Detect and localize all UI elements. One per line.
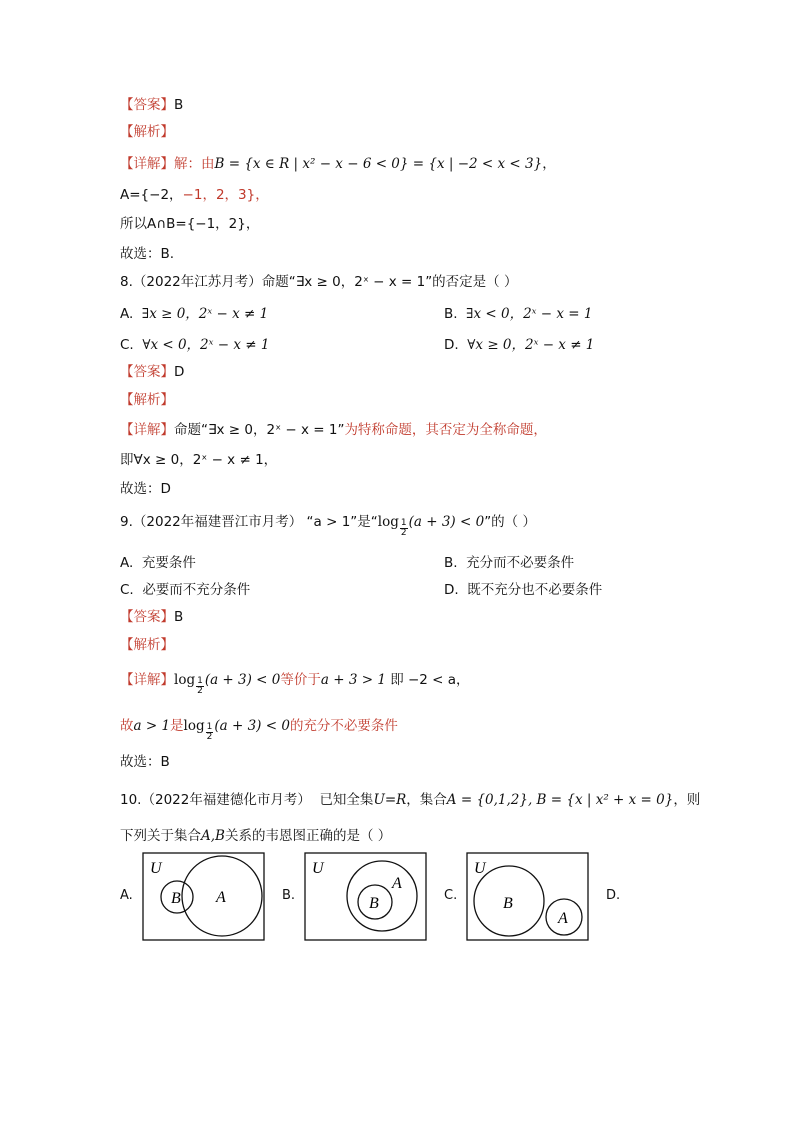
venn-option-c-label: C. <box>444 888 458 903</box>
venn-option-d-label: D. <box>606 888 621 903</box>
question-number: 9. <box>120 514 133 530</box>
condition-expr: a > 1 <box>133 718 171 734</box>
option-label: D. <box>444 582 459 598</box>
q9-option-b <box>444 553 574 573</box>
log-symbol: log <box>377 514 399 530</box>
q10-stem-line2 <box>120 826 391 846</box>
q7-set-A-line <box>120 185 269 205</box>
label-U: U <box>312 860 324 877</box>
answer-tag: 【答案】 <box>120 97 174 113</box>
detail-suffix: ， <box>542 156 556 172</box>
detail-tag: 【详解】 <box>120 422 174 438</box>
option-text: ∃x < 0，2ˣ − x = 1 <box>466 306 593 322</box>
analysis-tag: 【解析】 <box>120 637 174 653</box>
q8-answer-line <box>120 362 184 382</box>
option-label: B. <box>444 306 458 322</box>
therefore-word: 故 <box>120 718 134 734</box>
q9-option-d <box>444 580 602 600</box>
q8-detail-line2 <box>120 450 277 470</box>
q7-analysis-tag <box>120 122 174 142</box>
q9-analysis-tag <box>120 635 174 655</box>
intersection-text: 所以A∩B={−1，2}， <box>120 216 260 232</box>
option-label: C. <box>120 337 134 353</box>
q9-detail-line <box>120 670 470 696</box>
set-A-circle <box>347 861 417 931</box>
option-text: 充分而不必要条件 <box>466 555 575 571</box>
answer-value: B <box>174 97 184 113</box>
q7-answer-line <box>120 95 183 115</box>
stem-tail: ”的（ ） <box>484 514 536 530</box>
detail-tag: 【详解】 <box>120 672 174 688</box>
option-text: 既不充分也不必要条件 <box>467 582 603 598</box>
conclusion-text: 故选：B. <box>120 246 175 262</box>
sets-expr: A = {0,1,2}, B = {x | x² + x = 0} <box>446 792 674 808</box>
option-text: ∀x ≥ 0，2ˣ − x ≠ 1 <box>467 337 595 353</box>
sufficient-condition-text: 的充分不必要条件 <box>289 718 398 734</box>
detail-negation: 即∀x ≥ 0，2ˣ − x ≠ 1， <box>120 452 278 468</box>
answer-value: B <box>174 609 184 625</box>
sets-AB: A,B <box>201 828 225 844</box>
fraction-denominator: 2 <box>206 731 213 742</box>
fraction-denominator: 2 <box>400 527 407 538</box>
analysis-tag: 【解析】 <box>120 124 174 140</box>
option-text: ∀x < 0，2ˣ − x ≠ 1 <box>142 337 270 353</box>
log-argument: (a + 3) < 0 <box>204 672 281 688</box>
detail-expr: a + 3 > 1 <box>320 672 386 688</box>
option-text: 必要而不充分条件 <box>142 582 251 598</box>
venn-diagram-c <box>466 852 590 942</box>
option-label: B. <box>444 555 458 571</box>
question-number: 8. <box>120 274 133 290</box>
stem-question: 关系的韦恩图正确的是（ ） <box>224 828 392 844</box>
label-A: A <box>392 875 402 892</box>
option-label: C. <box>120 582 134 598</box>
log-base-fraction <box>196 677 204 696</box>
stem-then: ，则 <box>673 792 701 808</box>
log-symbol: log <box>174 672 196 688</box>
q8-stem <box>120 272 517 292</box>
log-argument: (a + 3) < 0 <box>408 514 485 530</box>
venn-diagram-b <box>304 852 428 942</box>
answer-tag: 【答案】 <box>120 364 174 380</box>
stem-universal: 已知全集 <box>319 792 374 808</box>
venn-option-b-label: B. <box>282 888 296 903</box>
q8-option-a <box>120 304 268 324</box>
fraction-numerator: 1 <box>206 721 213 732</box>
question-source: （2022年福建晋江市月考） <box>132 514 303 530</box>
question-source: （2022年江苏月考） <box>132 274 262 290</box>
option-label: A. <box>120 306 134 322</box>
option-label: D. <box>444 337 459 353</box>
stem-about: 下列关于集合 <box>120 828 201 844</box>
set-A-prefix: A={−2， <box>120 187 183 203</box>
label-A: A <box>216 889 226 906</box>
answer-value: D <box>174 364 185 380</box>
log-argument: (a + 3) < 0 <box>214 718 290 734</box>
q9-answer-line <box>120 607 183 627</box>
q8-conclusion <box>120 479 171 499</box>
q7-conclusion <box>120 244 174 264</box>
label-B: B <box>171 890 181 907</box>
detail-prefix: 解：由 <box>174 156 215 172</box>
q9-option-c <box>120 580 250 600</box>
answer-tag: 【答案】 <box>120 609 174 625</box>
q8-option-c <box>120 335 269 355</box>
venn-option-a-label: A. <box>120 888 133 903</box>
conclusion-text: 故选：B <box>120 754 170 770</box>
set-A-rest: −1，2，3}， <box>182 187 269 203</box>
log-base-fraction <box>400 519 408 538</box>
log-symbol: log <box>183 718 205 734</box>
detail-expr: B = {x ∈ R | x² − x − 6 < 0} = {x | −2 < x < 3} <box>214 156 543 172</box>
q7-detail-line <box>120 154 556 174</box>
option-label: A. <box>120 555 134 571</box>
stem-condition: “a > 1”是“ <box>306 514 378 530</box>
detail-equivalent: 等价于 <box>280 672 321 688</box>
fraction-numerator: 1 <box>197 675 203 686</box>
fraction-denominator: 2 <box>197 685 203 696</box>
detail-proposition: 命题“∃x ≥ 0，2ˣ − x = 1” <box>174 422 345 438</box>
option-text: ∃x ≥ 0，2ˣ − x ≠ 1 <box>141 306 269 322</box>
detail-end: 即 −2 < a， <box>390 672 470 688</box>
universal-set: U=R <box>373 792 407 808</box>
question-source: （2022年福建德化市月考） <box>141 792 311 808</box>
conclusion-text: 故选：D <box>120 481 171 497</box>
is-word: 是 <box>170 718 184 734</box>
fraction-numerator: 1 <box>400 517 407 528</box>
q10-stem <box>120 790 700 810</box>
q8-detail-line <box>120 420 547 440</box>
analysis-tag: 【解析】 <box>120 392 174 408</box>
q9-detail-line2 <box>120 716 398 742</box>
detail-explanation: 为特称命题，其否定为全称命题， <box>344 422 547 438</box>
log-base-fraction <box>206 723 214 742</box>
q9-option-a <box>120 553 196 573</box>
question-number: 10. <box>120 792 142 808</box>
question-stem: 命题“∃x ≥ 0，2ˣ − x = 1”的否定是（ ） <box>261 274 518 290</box>
q8-option-b <box>444 304 592 324</box>
venn-diagram-a <box>142 852 266 942</box>
q8-option-d <box>444 335 594 355</box>
label-B: B <box>503 895 513 912</box>
label-B: B <box>369 895 379 912</box>
option-text: 充要条件 <box>141 555 196 571</box>
stem-sets-word: ，集合 <box>406 792 447 808</box>
q7-intersection-line <box>120 214 259 234</box>
label-U: U <box>150 860 162 877</box>
label-U: U <box>474 860 486 877</box>
q9-stem <box>120 512 536 538</box>
q8-analysis-tag <box>120 390 174 410</box>
detail-tag: 【详解】 <box>120 156 174 172</box>
label-A: A <box>558 910 568 927</box>
q9-conclusion <box>120 752 170 772</box>
